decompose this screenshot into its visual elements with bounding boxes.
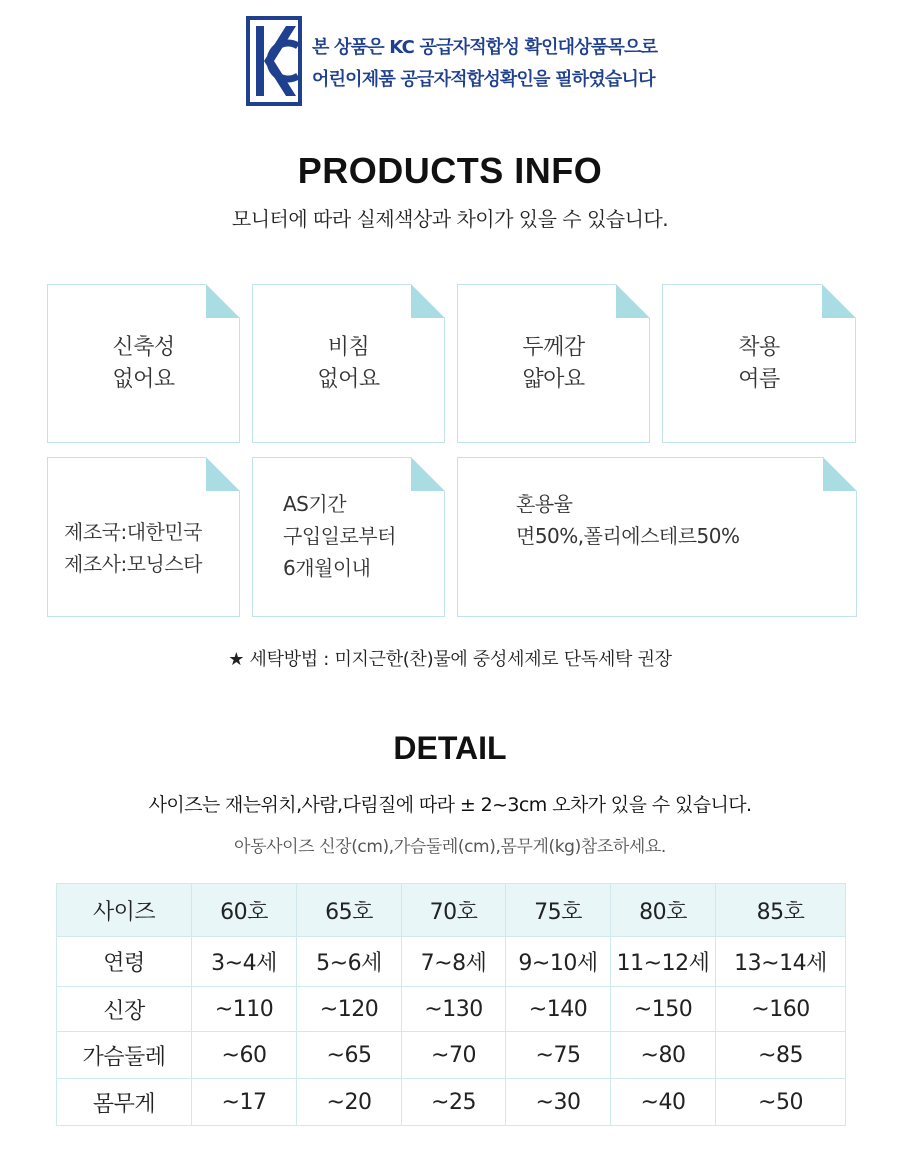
size-table-cell: 7~8세: [402, 937, 506, 987]
size-table-cell: ~70: [402, 1032, 506, 1079]
info-card-manufacturer: [47, 457, 240, 617]
page-fold-icon: [616, 284, 650, 318]
size-table-cell: ~25: [402, 1079, 506, 1126]
size-table-row-label: 몸무게: [57, 1079, 192, 1126]
info-card-as-period: [252, 457, 445, 617]
size-table-cell: ~30: [506, 1079, 611, 1126]
size-table-header: [57, 884, 846, 937]
table-row: [57, 1032, 846, 1079]
info-card-text: 혼용율 면50%,폴리에스테르50%: [516, 492, 740, 548]
size-table-cell: 3~4세: [192, 937, 297, 987]
page-fold-icon: [206, 284, 240, 318]
info-card-text: 두께감 얇아요: [522, 335, 585, 392]
kc-mark-icon: [246, 16, 302, 106]
info-card-sheer: [252, 284, 445, 443]
detail-note-reference: 아동사이즈 신장(cm),가슴둘레(cm),몸무게(kg)참조하세요.: [234, 837, 666, 857]
page-fold-icon: [411, 284, 445, 318]
size-table-cell: ~130: [402, 987, 506, 1032]
size-table-cell: 9~10세: [506, 937, 611, 987]
size-table-cell: ~17: [192, 1079, 297, 1126]
size-table-cell: ~120: [297, 987, 402, 1032]
kc-notice-line2: 어린이제품 공급자적합성확인을 필하였습니다: [312, 69, 655, 90]
products-info-title: PRODUCTS INFO: [297, 150, 603, 191]
size-table-cell: ~20: [297, 1079, 402, 1126]
size-table-row-label: 신장: [57, 987, 192, 1032]
info-card-text: 비침 없어요: [317, 335, 380, 392]
size-table-cell: ~65: [297, 1032, 402, 1079]
size-table-cell: ~80: [611, 1032, 716, 1079]
size-table-header-cell: 75호: [506, 884, 611, 937]
info-card-text: 제조국:대한민국 제조사:모닝스타: [64, 520, 202, 576]
size-table-cell: ~50: [716, 1079, 846, 1126]
size-table-header-cell: 85호: [716, 884, 846, 937]
size-table-row-label: 연령: [57, 937, 192, 987]
size-table-header-cell: 65호: [297, 884, 402, 937]
size-table-header-cell: 60호: [192, 884, 297, 937]
size-table-cell: ~160: [716, 987, 846, 1032]
info-card-season: [662, 284, 856, 443]
page-fold-icon: [822, 284, 856, 318]
size-table-cell: ~60: [192, 1032, 297, 1079]
table-row: [57, 937, 846, 987]
page-fold-icon: [823, 457, 857, 491]
size-table-cell: ~110: [192, 987, 297, 1032]
page-fold-icon: [411, 457, 445, 491]
size-table-cell: ~150: [611, 987, 716, 1032]
washing-instructions: ★ 세탁방법 : 미지근한(찬)물에 중성세제로 단독세탁 권장: [228, 649, 672, 670]
size-table-cell: ~40: [611, 1079, 716, 1126]
info-card-thickness: [457, 284, 650, 443]
size-table-header-cell: 70호: [402, 884, 506, 937]
kc-certification: [246, 16, 666, 108]
kc-notice: [312, 32, 657, 96]
info-card-stretch: [47, 284, 240, 443]
products-info-subtitle: 모니터에 따라 실제색상과 차이가 있을 수 있습니다.: [231, 207, 669, 231]
size-table-cell: ~75: [506, 1032, 611, 1079]
size-table-cell: 13~14세: [716, 937, 846, 987]
size-table: [56, 883, 846, 1126]
kc-notice-line1: 본 상품은 KC 공급자적합성 확인대상품목으로: [312, 37, 658, 58]
info-card-composition: [457, 457, 857, 617]
page-fold-icon: [206, 457, 240, 491]
size-table-header-cell: 80호: [611, 884, 716, 937]
info-card-text: 착용 여름: [738, 335, 780, 392]
table-row: [57, 987, 846, 1032]
size-table-cell: 5~6세: [297, 937, 402, 987]
info-card-text: 신축성 없어요: [112, 335, 175, 392]
table-row: [57, 1079, 846, 1126]
size-table-row-label: 가슴둘레: [57, 1032, 192, 1079]
detail-title: DETAIL: [393, 730, 507, 766]
detail-note-tolerance: 사이즈는 재는위치,사람,다림질에 따라 ± 2~3cm 오차가 있을 수 있습니다.: [148, 794, 752, 816]
size-table-cell: ~140: [506, 987, 611, 1032]
size-table-cell: ~85: [716, 1032, 846, 1079]
info-card-text: AS기간 구입일로부터 6개월이내: [283, 492, 396, 580]
size-table-header-cell: 사이즈: [57, 884, 192, 937]
size-table-cell: 11~12세: [611, 937, 716, 987]
